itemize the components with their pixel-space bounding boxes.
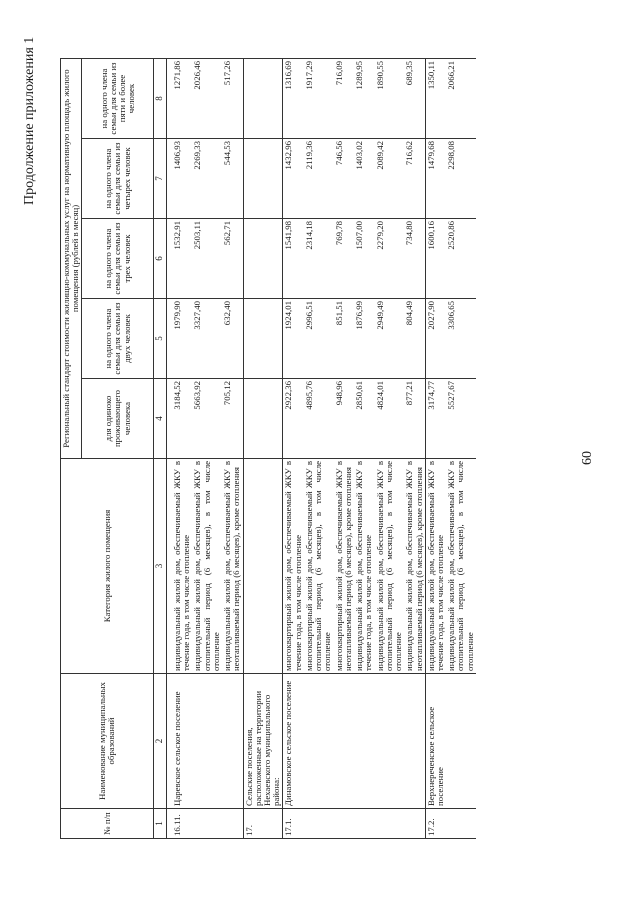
standard-value: 1541,98 [283, 219, 304, 299]
standard-value: 2520,86 [446, 219, 476, 299]
column-number: 6 [154, 219, 166, 299]
standard-value: 2066,21 [446, 59, 476, 139]
housing-category: индивидуальный жилой дом, обеспечиваемый ЖКУ в течение года, в том числе отопление [354, 459, 374, 674]
standard-value: 3327,40 [192, 299, 222, 379]
standard-value: 1890,55 [375, 59, 405, 139]
column-number: 8 [154, 59, 166, 139]
standard-value: 1532,91 [172, 219, 192, 299]
housing-category: индивидуальный жилой дом, обеспечиваемый ЖКУ в отопительный период (6 месяцев), в том числе отопление [375, 459, 405, 674]
standard-value: 2279,20 [375, 219, 405, 299]
standard-value: 1479,68 [425, 139, 446, 219]
municipality-name [334, 674, 354, 809]
municipality-name [375, 674, 405, 809]
column-number-row [154, 59, 166, 839]
standard-value: 804,49 [404, 299, 425, 379]
municipality-name [446, 674, 476, 809]
standard-value: 2922,36 [283, 379, 304, 459]
housing-category: индивидуальный жилой дом, обеспечиваемый ЖКУ в течение года, в том числе отопление [172, 459, 192, 674]
table-row [446, 59, 476, 839]
table-row [425, 59, 446, 839]
municipality-name: Верхнереченское сельское поселение [425, 674, 446, 809]
standard-value: 517,26 [222, 59, 243, 139]
housing-category: индивидуальный жилой дом, обеспечиваемый ЖКУ в течение года, в том числе отопление [425, 459, 446, 674]
standard-value: 746,56 [334, 139, 354, 219]
standard-value: 5527,67 [446, 379, 476, 459]
column-number: 7 [154, 139, 166, 219]
standard-value: 2503,11 [192, 219, 222, 299]
header-two: на одного члена семьи для семьи из двух человек [82, 299, 154, 379]
standard-value: 705,12 [222, 379, 243, 459]
header-single: для одиноко проживающего человека [82, 379, 154, 459]
header-five: на одного члена семьи для семьи из пяти и более человек [82, 59, 154, 139]
table-row [172, 59, 192, 839]
standard-value: 2027,90 [425, 299, 446, 379]
row-number: 16.11. [172, 809, 192, 839]
standard-value: 2996,51 [304, 299, 334, 379]
standard-value: 562,71 [222, 219, 243, 299]
municipality-name [404, 674, 425, 809]
standard-value: 3184,52 [172, 379, 192, 459]
table-body [154, 59, 476, 839]
standard-value: 1924,01 [283, 299, 304, 379]
standard-value: 2314,18 [304, 219, 334, 299]
standard-value: 1316,69 [283, 59, 304, 139]
table-row [404, 59, 425, 839]
column-number: 4 [154, 379, 166, 459]
standard-value: 1271,86 [172, 59, 192, 139]
table-row [375, 59, 405, 839]
standard-value: 769,78 [334, 219, 354, 299]
standard-value [243, 139, 283, 219]
standard-value: 2269,33 [192, 139, 222, 219]
standard-value: 1289,95 [354, 59, 374, 139]
standard-value: 851,51 [334, 299, 354, 379]
standard-value: 1979,90 [172, 299, 192, 379]
table-row [283, 59, 304, 839]
standard-value: 1406,93 [172, 139, 192, 219]
standard-value [243, 299, 283, 379]
standard-value: 4895,76 [304, 379, 334, 459]
header-three: на одного члена семьи для семьи из трех человек [82, 219, 154, 299]
column-number: 3 [154, 459, 166, 674]
row-number [404, 809, 425, 839]
housing-category: индивидуальный жилой дом, обеспечиваемый ЖКУ в отопительный период (6 месяцев), в том числе отопление [192, 459, 222, 674]
header-number: № п/п [61, 809, 154, 839]
housing-category: многоквартирный жилой дом, обеспечиваемый ЖКУ в отопительный период (6 месяцев), в том числе отопление [304, 459, 334, 674]
header-four: на одного члена семьи для семьи из четырех человек [82, 139, 154, 219]
standard-value: 716,09 [334, 59, 354, 139]
standard-value: 1876,99 [354, 299, 374, 379]
standard-value: 5663,92 [192, 379, 222, 459]
table-row [354, 59, 374, 839]
housing-category: индивидуальный жилой дом, обеспечиваемый ЖКУ в неотапливаемый период (6 месяцев), кроме отопления [222, 459, 243, 674]
municipality-name [192, 674, 222, 809]
standard-value: 4824,01 [375, 379, 405, 459]
standard-value: 2119,36 [304, 139, 334, 219]
municipality-name [354, 674, 374, 809]
standard-value: 2026,46 [192, 59, 222, 139]
row-number [446, 809, 476, 839]
standard-value: 948,96 [334, 379, 354, 459]
row-number [375, 809, 405, 839]
standard-value: 1507,00 [354, 219, 374, 299]
row-number [192, 809, 222, 839]
table-row [222, 59, 243, 839]
standard-value: 1432,96 [283, 139, 304, 219]
row-number [354, 809, 374, 839]
standard-value: 3306,65 [446, 299, 476, 379]
standard-value: 1403,02 [354, 139, 374, 219]
column-number: 1 [154, 809, 166, 839]
housing-category: многоквартирный жилой дом, обеспечиваемый ЖКУ в течение года, в том числе отопление [283, 459, 304, 674]
housing-category [243, 459, 283, 674]
header-municipality: Наименование муниципальных образований [61, 674, 154, 809]
table-row [334, 59, 354, 839]
page-number: 60 [580, 451, 595, 465]
standard-value [243, 219, 283, 299]
standard-value: 3174,77 [425, 379, 446, 459]
housing-category: индивидуальный жилой дом, обеспечиваемый ЖКУ в отопительный период (6 месяцев), в том числе отопление [446, 459, 476, 674]
standard-value: 2850,61 [354, 379, 374, 459]
column-number: 5 [154, 299, 166, 379]
table-row [304, 59, 334, 839]
row-number: 17.1. [283, 809, 304, 839]
row-number: 17. [243, 809, 283, 839]
municipality-name [304, 674, 334, 809]
column-number: 2 [154, 674, 166, 809]
standard-value [243, 59, 283, 139]
municipality-name: Царевское сельское поселение [172, 674, 192, 809]
standard-value: 734,80 [404, 219, 425, 299]
municipality-name [222, 674, 243, 809]
standard-value: 2089,42 [375, 139, 405, 219]
standard-value: 1600,16 [425, 219, 446, 299]
table-row [192, 59, 222, 839]
standard-value: 2949,49 [375, 299, 405, 379]
municipality-name: Динамовское сельское поселение [283, 674, 304, 809]
housing-category: индивидуальный жилой дом, обеспечиваемый ЖКУ в неотапливаемый период (6 месяцев), кроме отопления [404, 459, 425, 674]
standard-value: 689,35 [404, 59, 425, 139]
housing-category: многоквартирный жилой дом, обеспечиваемый ЖКУ в неотапливаемый период (6 месяцев), кроме отопления [334, 459, 354, 674]
table-row [243, 59, 283, 839]
standard-value: 632,40 [222, 299, 243, 379]
row-number [222, 809, 243, 839]
standard-value: 1917,29 [304, 59, 334, 139]
standard-value: 716,62 [404, 139, 425, 219]
standard-value: 544,53 [222, 139, 243, 219]
standard-value [243, 379, 283, 459]
row-number: 17.2. [425, 809, 446, 839]
row-number [304, 809, 334, 839]
row-number [334, 809, 354, 839]
standard-value: 1350,11 [425, 59, 446, 139]
tariff-table [60, 58, 476, 839]
municipality-name: Сельские поселения, расположенные на территории Нехаевского муниципального района: [243, 674, 283, 809]
header-category: Категория жилого помещения [61, 459, 154, 674]
header-standard: Региональный стандарт стоимости жилищно-коммунальных услуг на нормативную площадь жилого помещения (рублей в месяц) [61, 59, 82, 459]
continuation-note: Продолжение приложения 1 [22, 36, 37, 205]
standard-value: 2298,08 [446, 139, 476, 219]
standard-value: 877,21 [404, 379, 425, 459]
